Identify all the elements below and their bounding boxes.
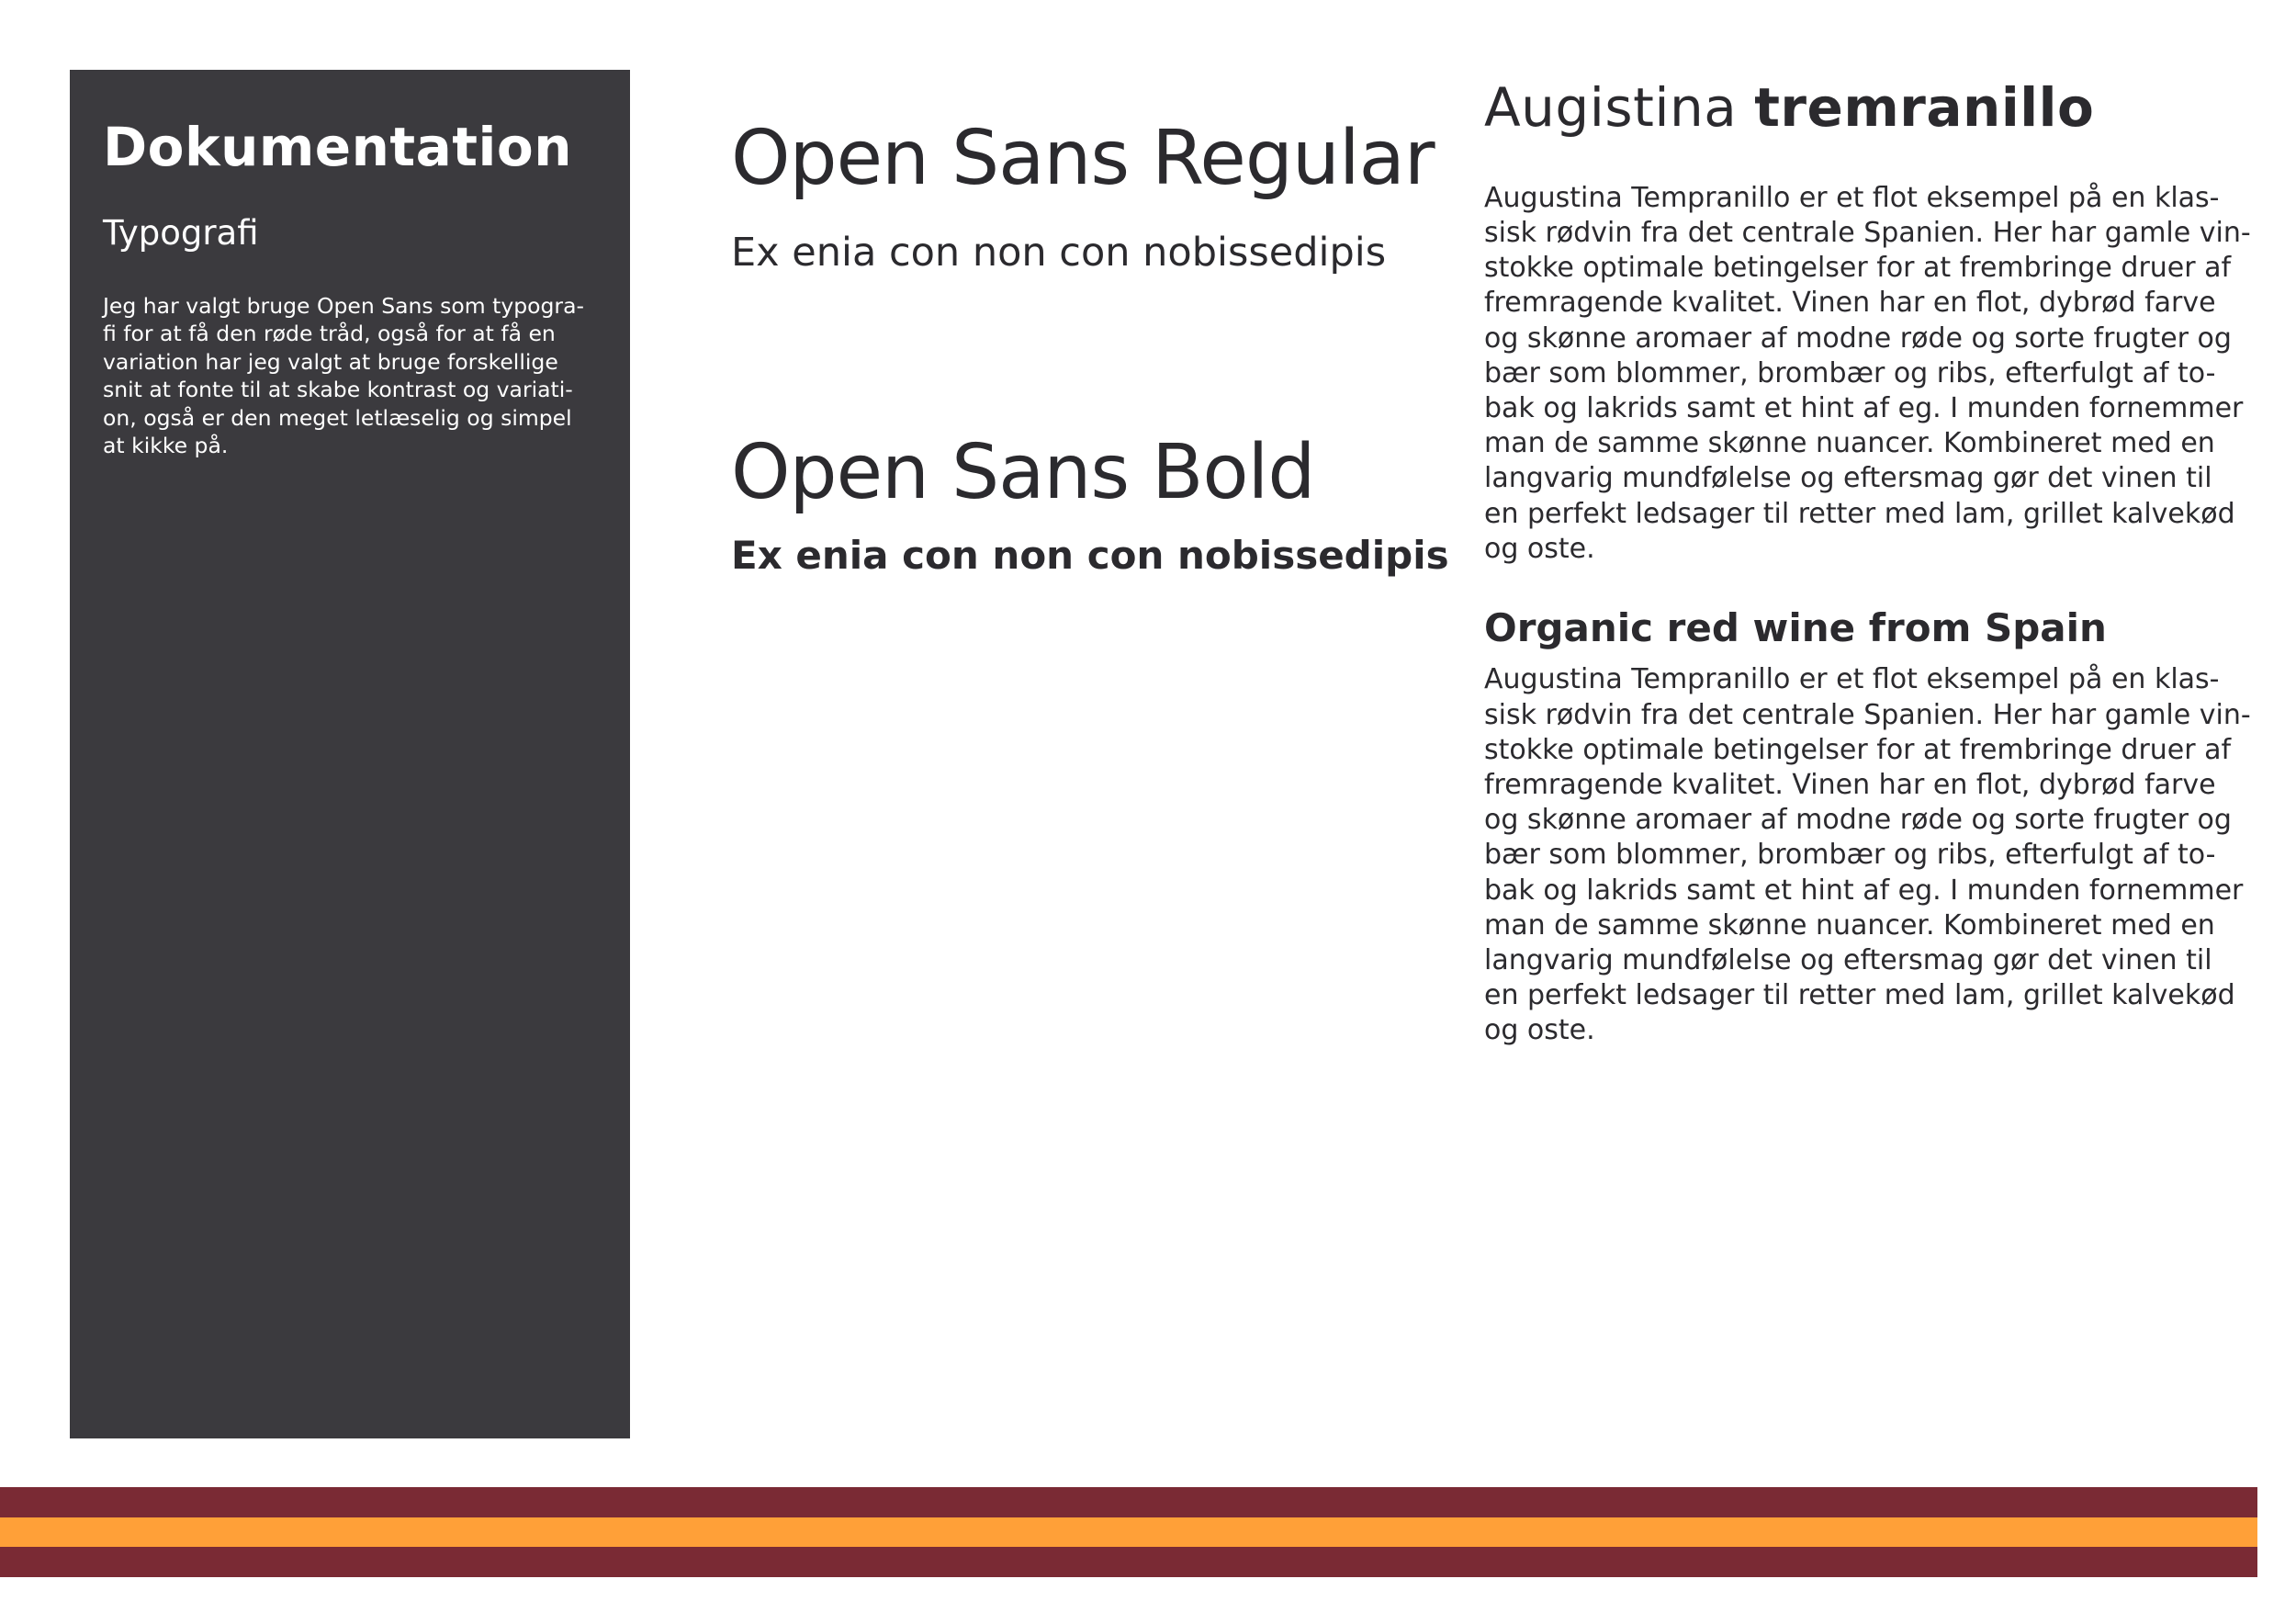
panel-body-line: on, også er den meget letlæselig og simpel [103,404,572,431]
article-heading [1484,77,2219,139]
paragraph-line: bær som blommer, brombær og ribs, efterfulgt af to- [1484,356,2216,389]
paragraph-line: og oste. [1484,532,1595,565]
paragraph-line: langvarig mundfølelse og eftersmag gør det vinen til [1484,943,2212,976]
paragraph-line: bær som blommer, brombær og ribs, efterfulgt af to- [1484,839,2216,872]
paragraph-line: Augustina Tempranillo er et flot eksempel på en klas- [1484,181,2220,214]
article-subheading: Organic red wine from Spain [1484,604,2107,650]
panel-body-line: Jeg har valgt bruge Open Sans som typogra- [103,292,584,319]
paragraph-line: man de samme skønne nuancer. Kombineret med en [1484,427,2215,460]
paragraph-line: stokke optimale betingelser for at frembringe druer af [1484,252,2232,285]
article-heading-regular: Augistina [1484,76,1755,139]
article [1484,76,2251,1049]
article-paragraph [1484,181,2251,567]
stripe-dark-top [0,1487,2257,1517]
paragraph-line: fremragende kvalitet. Vinen har en flot, dybrød farve [1484,287,2216,320]
stripe-orange [0,1517,2257,1547]
panel-body-line: fi for at få den røde tråd, også for at få en [103,321,556,347]
panel-title: Dokumentation [103,116,573,178]
paragraph-line: man de samme skønne nuancer. Kombineret med en [1484,908,2215,942]
article-heading-bold: tremranillo [1754,76,2095,139]
panel-body [103,292,597,460]
sample-regular-text: Ex enia con non con nobissedipis [731,230,1387,276]
sample-bold-text: Ex enia con non con nobissedipis [731,533,1449,578]
panel-subtitle: Typografi [103,212,259,253]
paragraph-line: stokke optimale betingelser for at frembringe druer af [1484,733,2232,766]
panel-body-line: snit at fonte til at skabe kontrast og variati- [103,377,573,403]
sample-bold-title: Open Sans Bold [731,429,1315,516]
paragraph-line: og oste. [1484,1014,1595,1047]
paragraph-line: bak og lakrids samt et hint af eg. I munden fornemmer [1484,874,2244,907]
panel-body-line: at kikke på. [103,433,229,459]
paragraph-line: fremragende kvalitet. Vinen har en flot, dybrød farve [1484,768,2216,801]
paragraph-line: en perfekt ledsager til retter med lam, grillet kalvekød [1484,979,2235,1012]
paragraph-line: en perfekt ledsager til retter med lam, grillet kalvekød [1484,497,2235,530]
paragraph-line: bak og lakrids samt et hint af eg. I munden fornemmer [1484,391,2244,424]
paragraph-line: sisk rødvin fra det centrale Spanien. Her har gamle vin- [1484,216,2251,249]
panel-body-line: variation har jeg valgt at bruge forskellige [103,348,558,375]
paragraph-line: sisk rødvin fra det centrale Spanien. Her har gamle vin- [1484,698,2251,731]
paragraph-line: langvarig mundfølelse og eftersmag gør det vinen til [1484,462,2212,495]
paragraph-line: og skønne aromaer af modne røde og sorte frugter og [1484,321,2232,355]
sample-regular-title: Open Sans Regular [731,115,1435,202]
paragraph-line: og skønne aromaer af modne røde og sorte frugter og [1484,804,2232,837]
documentation-panel [70,70,630,1438]
paragraph-line: Augustina Tempranillo er et flot eksempel på en klas- [1484,663,2220,696]
article-paragraph-2 [1484,662,2251,1048]
stripe-dark-bottom [0,1547,2257,1577]
